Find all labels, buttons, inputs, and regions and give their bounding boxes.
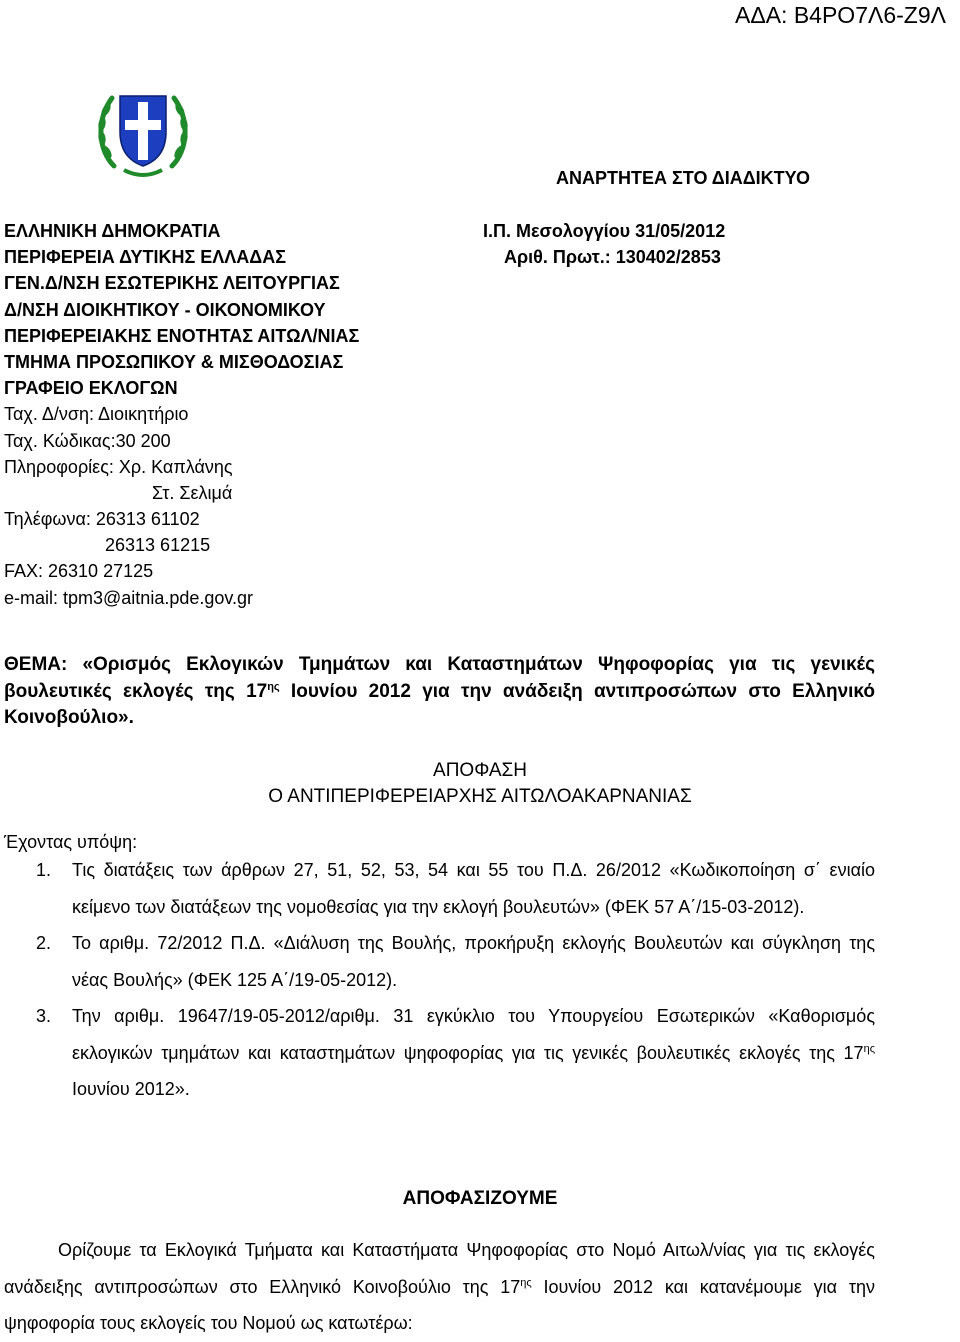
- decision-text: Ορίζουμε τα Εκλογικά Τμήματα και Καταστήματα Ψηφοφορίας στο Νομό Αιτωλ/νίας για τις εκλογές ανάδειξης αντιπροσώπων στο Ελληνικό Κοινοβούλιο της 17: [4, 1240, 875, 1297]
- issuer-line: ΤΜΗΜΑ ΠΡΟΣΩΠΙΚΟΥ & ΜΙΣΘΟΔΟΣΙΑΣ: [4, 351, 344, 372]
- decision-paragraph: [4, 1232, 875, 1342]
- list-item-text: Το αριθμ. 72/2012 Π.Δ. «Διάλυση της Βουλής, προκήρυξη εκλογής Βουλευτών και σύγκληση της νέας Βουλής» (ΦΕΚ 125 Α΄/19-05-2012).: [72, 933, 875, 990]
- posting-note: ΑΝΑΡΤΗΤΕΑ ΣΤΟ ΔΙΑΔΙΚΤΥΟ: [556, 168, 810, 188]
- issuer-line: ΠΕΡΙΦΕΡΕΙΑ ΔΥΤΙΚΗΣ ΕΛΛΑΔΑΣ: [4, 247, 286, 268]
- decision-text: Ιουνίου 2012 και κατανέμουμε για την ψηφοφορία τους εκλογείς του Νομού ως κατωτέρω:: [4, 1276, 875, 1333]
- ordinal-suffix: ης: [863, 1042, 875, 1055]
- issuer-line: Δ/ΝΣΗ ΔΙΟΙΚΗΤΙΚΟΥ - ΟΙΚΟΝΟΜΙΚΟΥ: [4, 299, 326, 320]
- list-item-number: 1.: [36, 860, 52, 880]
- reference-block: [483, 218, 725, 270]
- fax-line: FAX: 26310 27125: [4, 561, 154, 582]
- decision-authority: Ο ΑΝΤΙΠΕΡΙΦΕΡΕΙΑΡΧΗΣ ΑΙΤΩΛΟΑΚΑΡΝΑΝΙΑΣ: [268, 786, 692, 807]
- considerations-list: [36, 852, 875, 1108]
- subject-text: ΘΕΜΑ: «Ορισμός Εκλογικών Τμημάτων και Καταστημάτων Ψηφοφορίας για τις γενικές βουλευτικές εκλογές της 17: [4, 654, 875, 702]
- list-item-text: Ιουνίου 2012».: [72, 1079, 190, 1099]
- issuer-line: ΕΛΛΗΝΙΚΗ ΔΗΜΟΚΡΑΤΙΑ: [4, 221, 221, 241]
- postal-code-line: Ταχ. Κώδικας:30 200: [4, 430, 171, 451]
- info-line: Πληροφορίες: Χρ. Καπλάνης: [4, 456, 233, 477]
- issuer-line: ΓΡΑΦΕΙΟ ΕΚΛΟΓΩΝ: [4, 378, 178, 399]
- list-item: [36, 925, 875, 998]
- list-item-text: Τις διατάξεις των άρθρων 27, 51, 52, 53, 54 και 55 του Π.Δ. 26/2012 «Κωδικοποίηση σ΄ ενιαίο κείμενο των διατάξεων της νομοθεσίας για την εκλογή βουλευτών» (ΦΕΚ 57 Α΄/15-03-2012).: [72, 860, 875, 917]
- list-item: [36, 852, 875, 925]
- issuer-block: [4, 218, 359, 611]
- subject-text: Ιουνίου 2012 για την ανάδειξη αντιπροσώπων στο Ελληνικό Κοινοβούλιο».: [4, 680, 875, 728]
- subject-paragraph: [4, 652, 875, 732]
- phones-line-2: 26313 61215: [105, 535, 211, 556]
- protocol-number: Αριθ. Πρωτ.: 130402/2853: [504, 247, 721, 268]
- ada-code: ΑΔΑ: Β4ΡΟ7Λ6-Ζ9Λ: [735, 2, 946, 28]
- list-item-text: Την αριθμ. 19647/19-05-2012/αριθμ. 31 εγκύκλιο του Υπουργείου Εσωτερικών «Καθορισμός εκλογικών τμημάτων και καταστημάτων ψηφοφορίας για τις γενικές βουλευτικές εκλογές της 17: [72, 1006, 875, 1063]
- decision-title: ΑΠΟΦΑΣΗ: [433, 760, 527, 781]
- email-line: e-mail: tpm3@aitnia.pde.gov.gr: [4, 587, 254, 608]
- considering-label: Έχοντας υπόψη:: [4, 832, 138, 852]
- list-item: [36, 998, 875, 1108]
- list-item-number: 2.: [36, 933, 52, 953]
- place-date: Ι.Π. Μεσολογγίου 31/05/2012: [483, 221, 726, 241]
- ordinal-suffix: ης: [267, 680, 280, 693]
- ordinal-suffix: ης: [520, 1276, 532, 1289]
- address-line: Ταχ. Δ/νση: Διοικητήριο: [4, 404, 189, 425]
- issuer-line: ΓΕΝ.Δ/ΝΣΗ ΕΣΩΤΕΡΙΚΗΣ ΛΕΙΤΟΥΡΓΙΑΣ: [4, 273, 340, 294]
- info-line-2: Στ. Σελιμά: [152, 482, 233, 503]
- issuer-line: ΠΕΡΙΦΕΡΕΙΑΚΗΣ ΕΝΟΤΗΤΑΣ ΑΙΤΩΛ/ΝΙΑΣ: [4, 325, 360, 346]
- we-decide-heading: ΑΠΟΦΑΣΙΖΟΥΜΕ: [402, 1188, 558, 1209]
- list-item-number: 3.: [36, 1006, 52, 1026]
- phones-line: Τηλέφωνα: 26313 61102: [4, 509, 200, 530]
- decision-heading: [0, 758, 960, 810]
- greek-coat-of-arms-icon: [94, 80, 192, 182]
